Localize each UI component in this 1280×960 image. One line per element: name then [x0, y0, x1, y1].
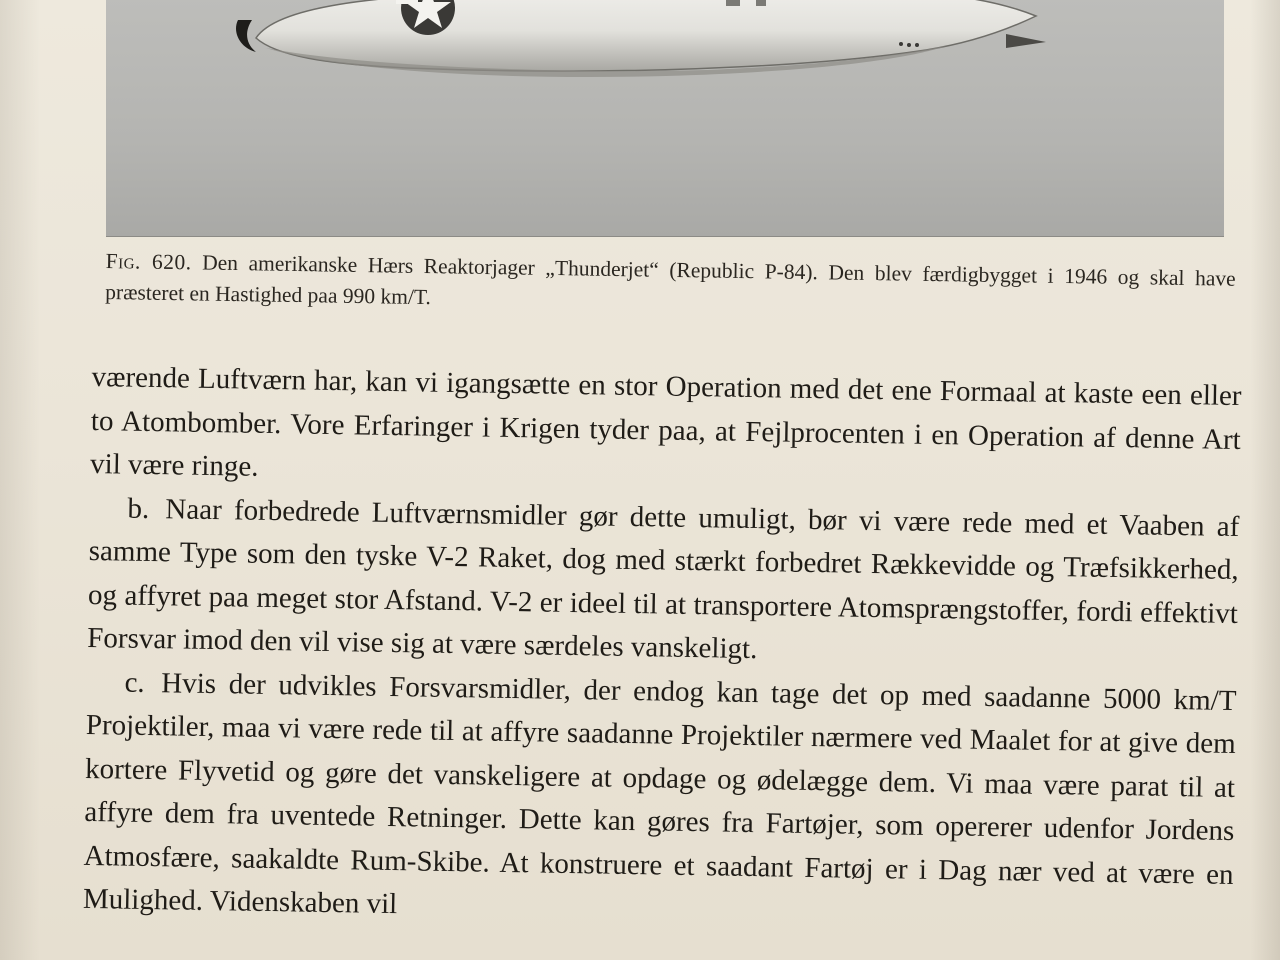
paragraph-b: [87, 486, 1240, 679]
paragraph-continued: [90, 356, 1242, 506]
figure-caption-text: Den amerikanske Hærs Reaktorjager „Thunderjet“ (Republic P-84). Den blev færdigbygget i 1946 og skal have præsteret en Hastighed paa 990 km/T.: [105, 250, 1236, 310]
body-text: [83, 356, 1242, 940]
paragraph-label: c.: [124, 666, 145, 699]
page-edge-shadow: [1250, 0, 1280, 960]
paragraph-text: Naar forbedrede Luftværnsmidler gør dette umuligt, bør vi være rede med et Vaaben af samme Type som den tyske V-2 Raket, dog med stærkt forbedret Rækkevidde og Træfsikkerhed, og affyret paa meget stor Afstand. V-2 er ideel til at transportere Atomsprængstoffer, fordi effektivt Forsvar imod den vil vise sig at være særdeles vanskeligt.: [87, 492, 1240, 666]
aircraft-photograph: [106, 0, 1224, 237]
paragraph-c: [83, 660, 1237, 940]
thunderjet-image: [106, 0, 1224, 237]
figure-caption: [105, 246, 1236, 326]
paragraph-text: Hvis der udvikles Forsvarsmidler, der endog kan tage det op med saadanne 5000 km/T Projektiler, maa vi være rede til at affyre saadanne Projektiler nærmere ved Maalet for at give dem kortere Flyvetid og gøre det vanskeligere at opdage og ødelægge dem. Vi maa være parat til at affyre dem fra uventede Retninger. Dette kan gøres fra Fartøjer, som opererer udenfor Jordens Atmosfære, saakaldte Rum-Skibe. At konstruere et saadant Fartøj er i Dag nær ved at være en Mulighed. Videnskaben vil: [82, 666, 1237, 921]
figure-label: Fig. 620.: [105, 248, 192, 275]
page-gutter-shadow: [0, 0, 40, 960]
paragraph-text: værende Luftværn har, kan vi igangsætte en stor Operation med det ene Formaal at kaste een eller to Atombomber. Vore Erfaringer i Krigen tyder paa, at Fejlprocenten i en Operation af denne Art vil være ringe.: [89, 360, 1242, 483]
paragraph-label: b.: [127, 492, 150, 525]
